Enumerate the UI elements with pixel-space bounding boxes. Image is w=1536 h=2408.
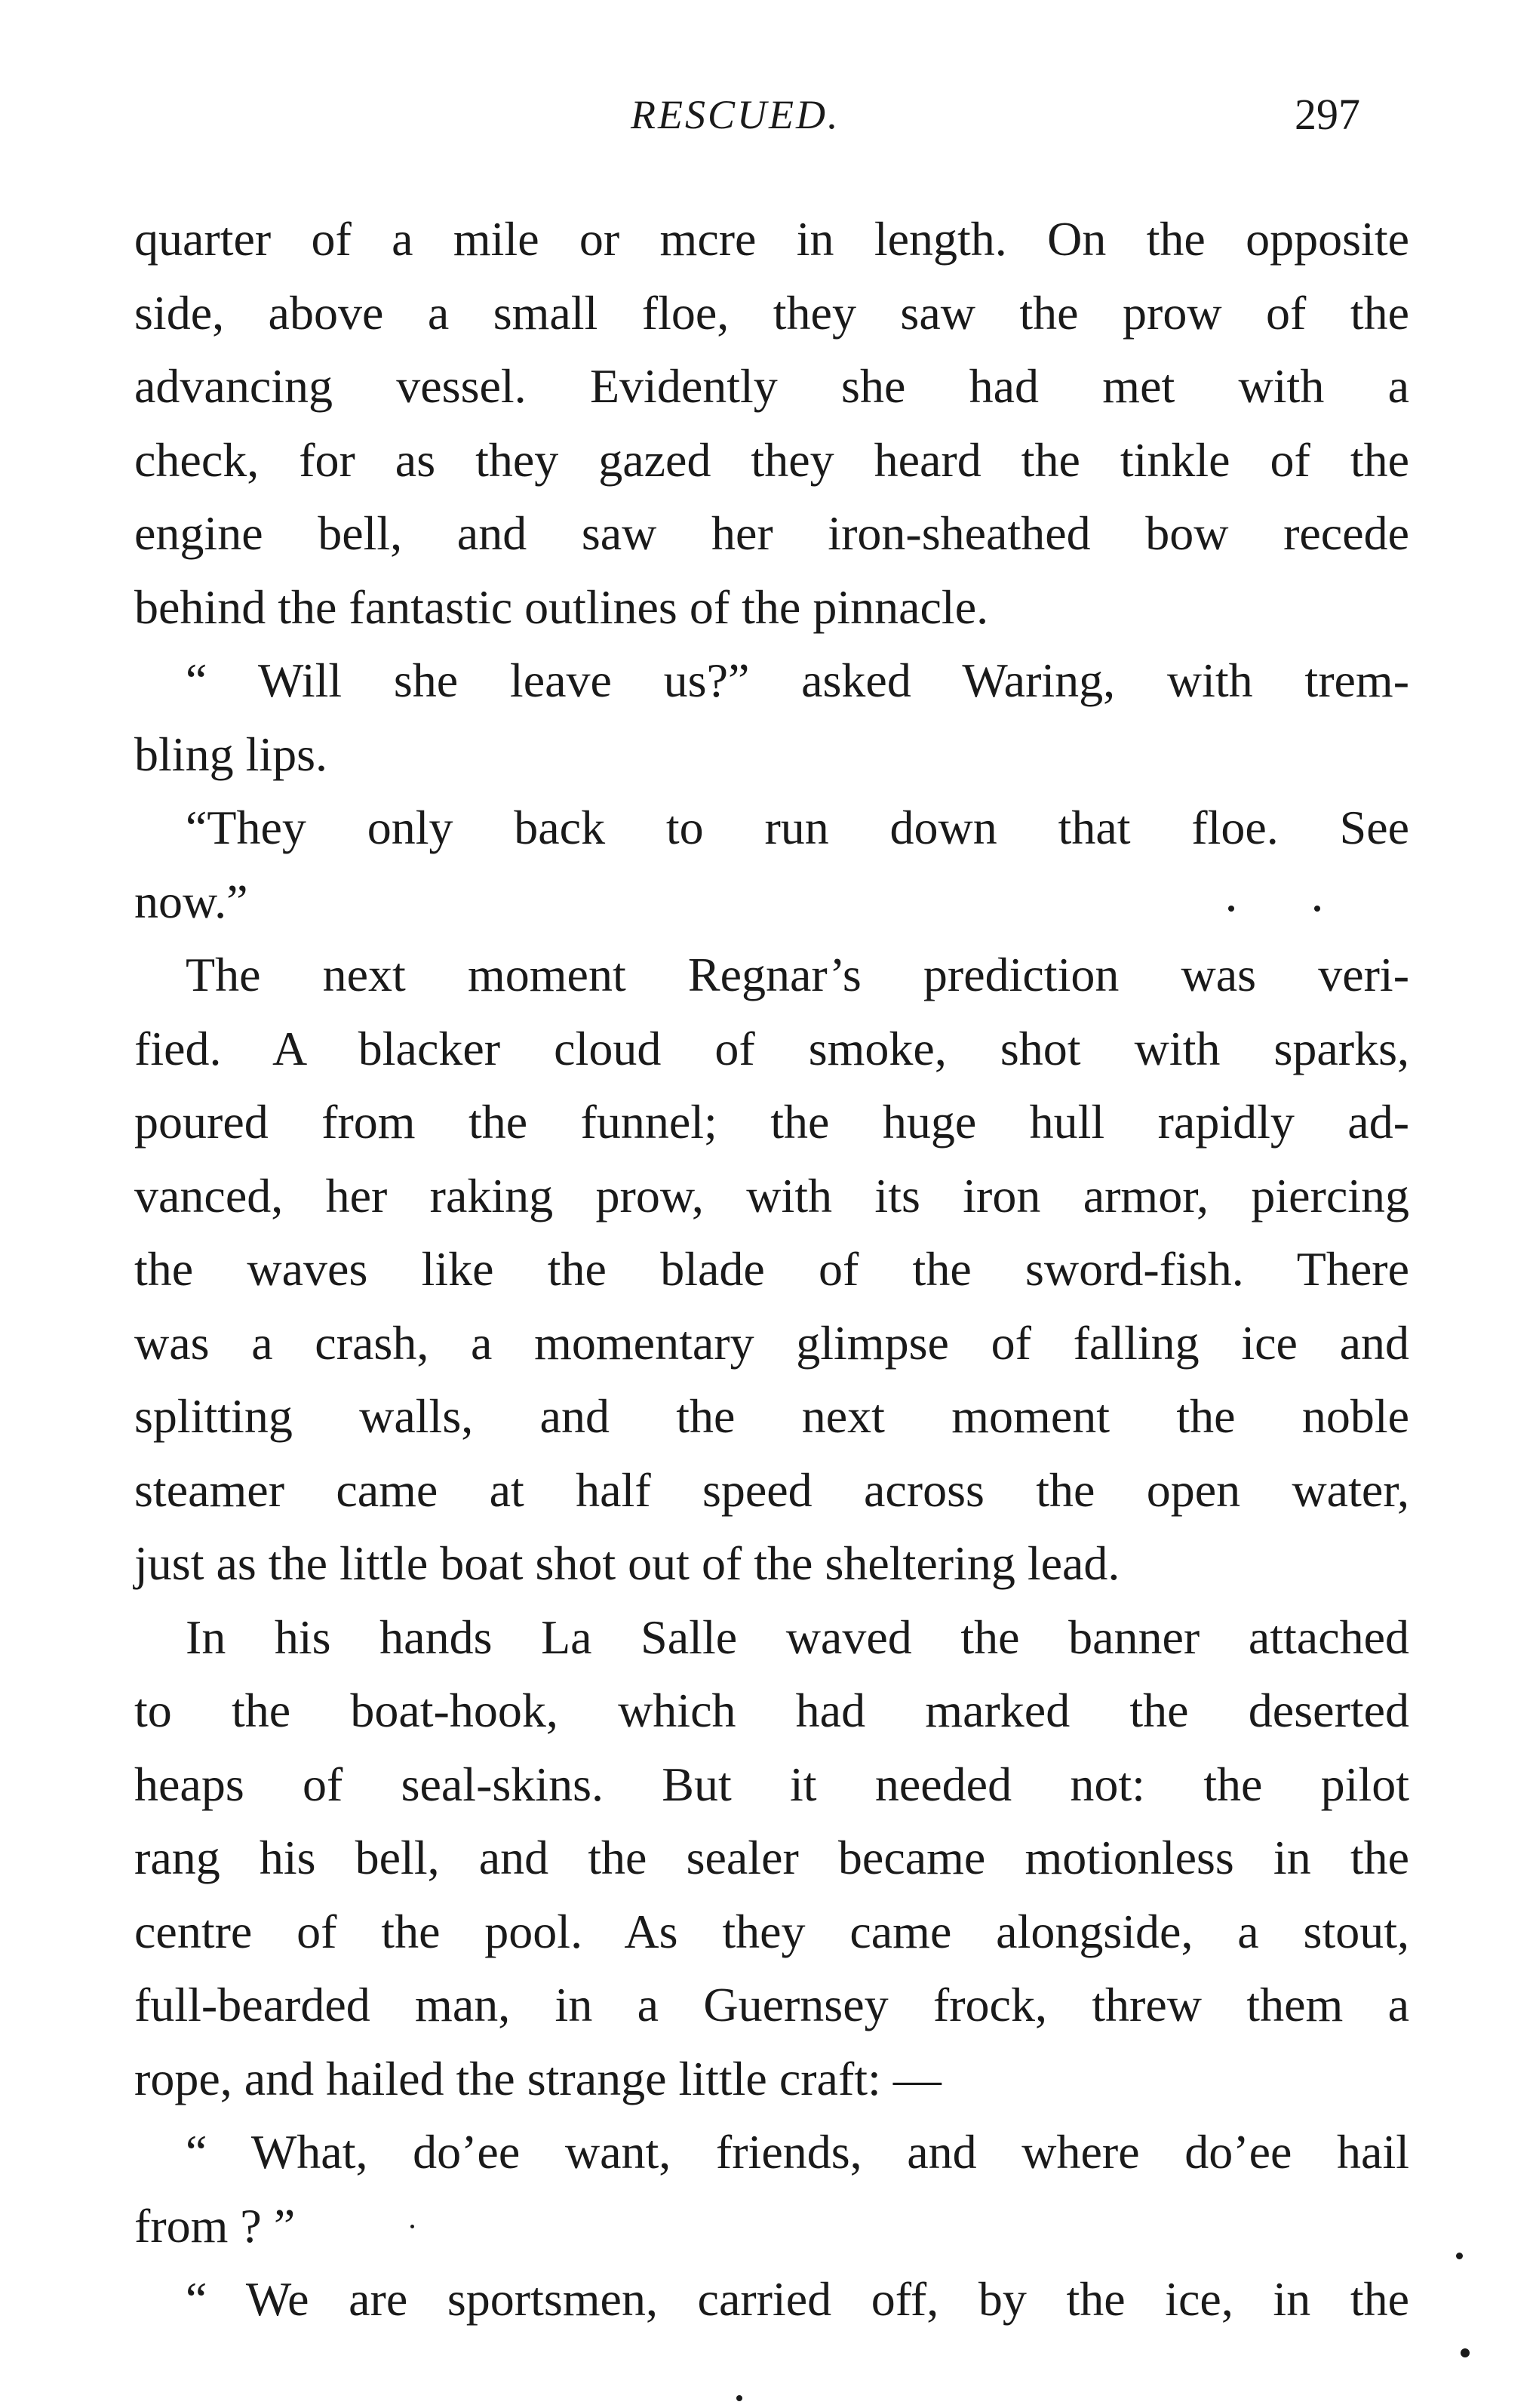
text-line: In his hands La Salle waved the banner attached xyxy=(186,1610,1409,1664)
text-line: bling lips. xyxy=(134,727,328,781)
text-line: rang his bell, and the sealer became motionless in the xyxy=(134,1831,1409,1884)
text-line: was a crash, a momentary glimpse of falling ice and xyxy=(134,1315,1409,1370)
scan-speck xyxy=(1456,2253,1463,2259)
text-line: “ What, do’ee want, friends, and where do’ee hail xyxy=(186,2125,1409,2179)
text-line: poured from the funnel; the huge hull rapidly ad- xyxy=(134,1095,1409,1149)
text-line: steamer came at half speed across the open water, xyxy=(134,1462,1409,1517)
running-head xyxy=(0,85,1536,145)
text-line: side, above a small floe, they saw the prow of the xyxy=(134,285,1409,340)
scan-speck xyxy=(1314,906,1320,912)
text-line: engine bell, and saw her iron-sheathed bow recede xyxy=(134,506,1409,560)
text-line: behind the fantastic outlines of the pinnacle. xyxy=(134,580,989,634)
text-line: just as the little boat shot out of the sheltering lead. xyxy=(134,1536,1120,1590)
text-line: full-bearded man, in a Guernsey frock, threw them a xyxy=(134,1978,1409,2031)
text-line: to the boat-hook, which had marked the deserted xyxy=(134,1684,1409,1737)
text-line: The next moment Regnar’s prediction was veri- xyxy=(186,948,1409,1001)
scan-speck xyxy=(1461,2348,1470,2357)
text-line: vanced, her raking prow, with its iron armor, piercing xyxy=(134,1168,1409,1222)
text-line: now.” xyxy=(134,874,248,928)
text-line: “They only back to run down that floe. See xyxy=(186,801,1409,854)
text-line: fied. A blacker cloud of smoke, shot with sparks, xyxy=(134,1021,1409,1075)
text-line: quarter of a mile or mcre in length. On the opposite xyxy=(134,212,1409,266)
scan-speck xyxy=(736,2395,742,2401)
text-line: centre of the pool. As they came alongside, a stout, xyxy=(134,1904,1409,1958)
text-line: advancing vessel. Evidently she had met with a xyxy=(134,359,1409,413)
text-line: check, for as they gazed they heard the tinkle of the xyxy=(134,432,1409,487)
text-line: splitting walls, and the next moment the noble xyxy=(134,1389,1409,1443)
text-line: from ? ” xyxy=(134,2198,296,2253)
text-line: the waves like the blade of the sword-fish. There xyxy=(134,1242,1409,1296)
body-text xyxy=(134,202,1409,2336)
scan-speck xyxy=(1228,906,1234,912)
text-line: “ Will she leave us?” asked Waring, with trem- xyxy=(186,654,1409,707)
page-number: 297 xyxy=(1295,90,1360,139)
text-line: heaps of seal-skins. But it needed not: the pilot xyxy=(134,1757,1409,1811)
text-line: rope, and hailed the strange little craft: — xyxy=(134,2051,942,2105)
running-title: RESCUED. xyxy=(631,92,840,137)
scan-speck xyxy=(410,2225,414,2228)
text-line: “ We are sportsmen, carried off, by the ice, in the xyxy=(186,2272,1409,2326)
